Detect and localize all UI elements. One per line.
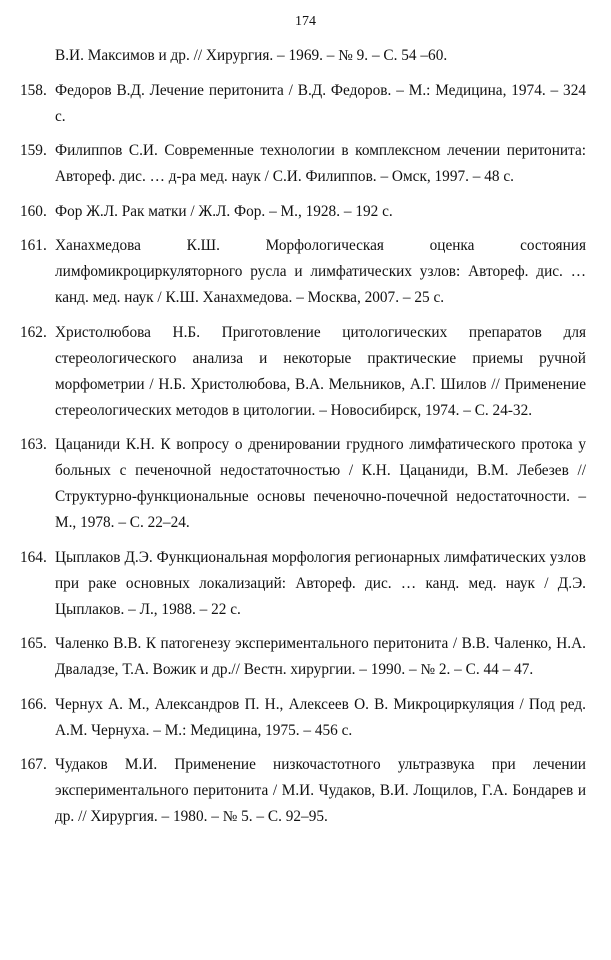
reference-entry bbox=[20, 432, 586, 536]
reference-text: Цыплаков Д.Э. Функциональная морфология регионарных лимфатических узлов при раке основных локализаций: Автореф. дис. … канд. мед. наук / Д.Э. Цыплаков. – Л., 1988. – 22 с. bbox=[55, 548, 586, 618]
reference-text: Филиппов С.И. Современные технологии в комплексном лечении перитонита: Автореф. дис. … д-ра мед. наук / С.И. Филиппов. – Омск, 1997. – 48 с. bbox=[55, 142, 586, 185]
reference-text: Цацаниди К.Н. К вопросу о дренировании грудного лимфатического протока у больных с печеночной недостаточностью / К.Н. Цацаниди, В.М. Лебезев // Структурно-функциональные основы печеночно-почечной недостаточности. – М., 1978. – С. 22–24. bbox=[55, 436, 586, 531]
page-number: 174 bbox=[295, 14, 316, 29]
reference-number: 167. bbox=[20, 756, 47, 773]
reference-text: В.И. Максимов и др. // Хирургия. – 1969. – № 9. – С. 54 –60. bbox=[55, 47, 448, 64]
reference-number: 161. bbox=[20, 237, 47, 254]
reference-text: Христолюбова Н.Б. Приготовление цитологических препаратов для стереологического анализа и некоторые практические приемы ручной морфометрии / Н.Б. Христолюбова, В.А. Мельников, А.Г. Шилов // Применение стереологических методов в цитологии. – Новосибирск, 1974. – С. 24-32. bbox=[55, 323, 586, 419]
reference-entry bbox=[20, 692, 586, 744]
reference-number: 165. bbox=[20, 635, 47, 652]
reference-entry bbox=[20, 545, 586, 623]
reference-list bbox=[20, 43, 586, 839]
reference-entry bbox=[20, 43, 586, 69]
reference-entry bbox=[20, 138, 586, 190]
reference-text: Федоров В.Д. Лечение перитонита / В.Д. Федоров. – М.: Медицина, 1974. – 324 с. bbox=[55, 81, 586, 125]
reference-number: 166. bbox=[20, 695, 47, 713]
reference-entry bbox=[20, 199, 586, 225]
reference-text: Ханахмедова К.Ш. Морфологическая оценка состояния лимфомикроциркуляторного русла и лимфатических узлов: Автореф. дис. … канд. мед. наук / К.Ш. Ханахмедова. – Москва, 2007. – 25 с. bbox=[55, 237, 586, 306]
reference-number: 162. bbox=[20, 323, 47, 341]
reference-entry bbox=[20, 631, 586, 683]
reference-number: 158. bbox=[20, 81, 47, 99]
reference-text: Чернух А. М., Александров П. Н., Алексеев О. В. Микроциркуляция / Под ред. А.М. Чернуха. – М.: Медицина, 1975. – 456 с. bbox=[55, 695, 586, 739]
reference-number bbox=[20, 43, 55, 69]
reference-entry bbox=[20, 752, 586, 830]
reference-entry bbox=[20, 233, 586, 311]
reference-number: 160. bbox=[20, 202, 47, 220]
reference-number: 159. bbox=[20, 142, 47, 159]
reference-entry bbox=[20, 320, 586, 424]
reference-text: Чаленко В.В. К патогенезу экспериментального перитонита / В.В. Чаленко, Н.А. Двaладзе, Т.А. Вожик и др.// Вестн. хирургии. – 1990. – № 2. – С. 44 – 47. bbox=[55, 635, 586, 678]
reference-entry bbox=[20, 78, 586, 130]
reference-text: Фор Ж.Л. Рак матки / Ж.Л. Фор. – М., 1928. – 192 с. bbox=[55, 202, 393, 220]
reference-number: 163. bbox=[20, 436, 47, 453]
reference-text: Чудаков М.И. Применение низкочастотного ультразвука при лечении экспериментального перитонита / М.И. Чудаков, В.И. Лощилов, Г.А. Бондарев и др. // Хирургия. – 1980. – № 5. – С. 92–95. bbox=[55, 756, 586, 825]
reference-number: 164. bbox=[20, 548, 47, 566]
